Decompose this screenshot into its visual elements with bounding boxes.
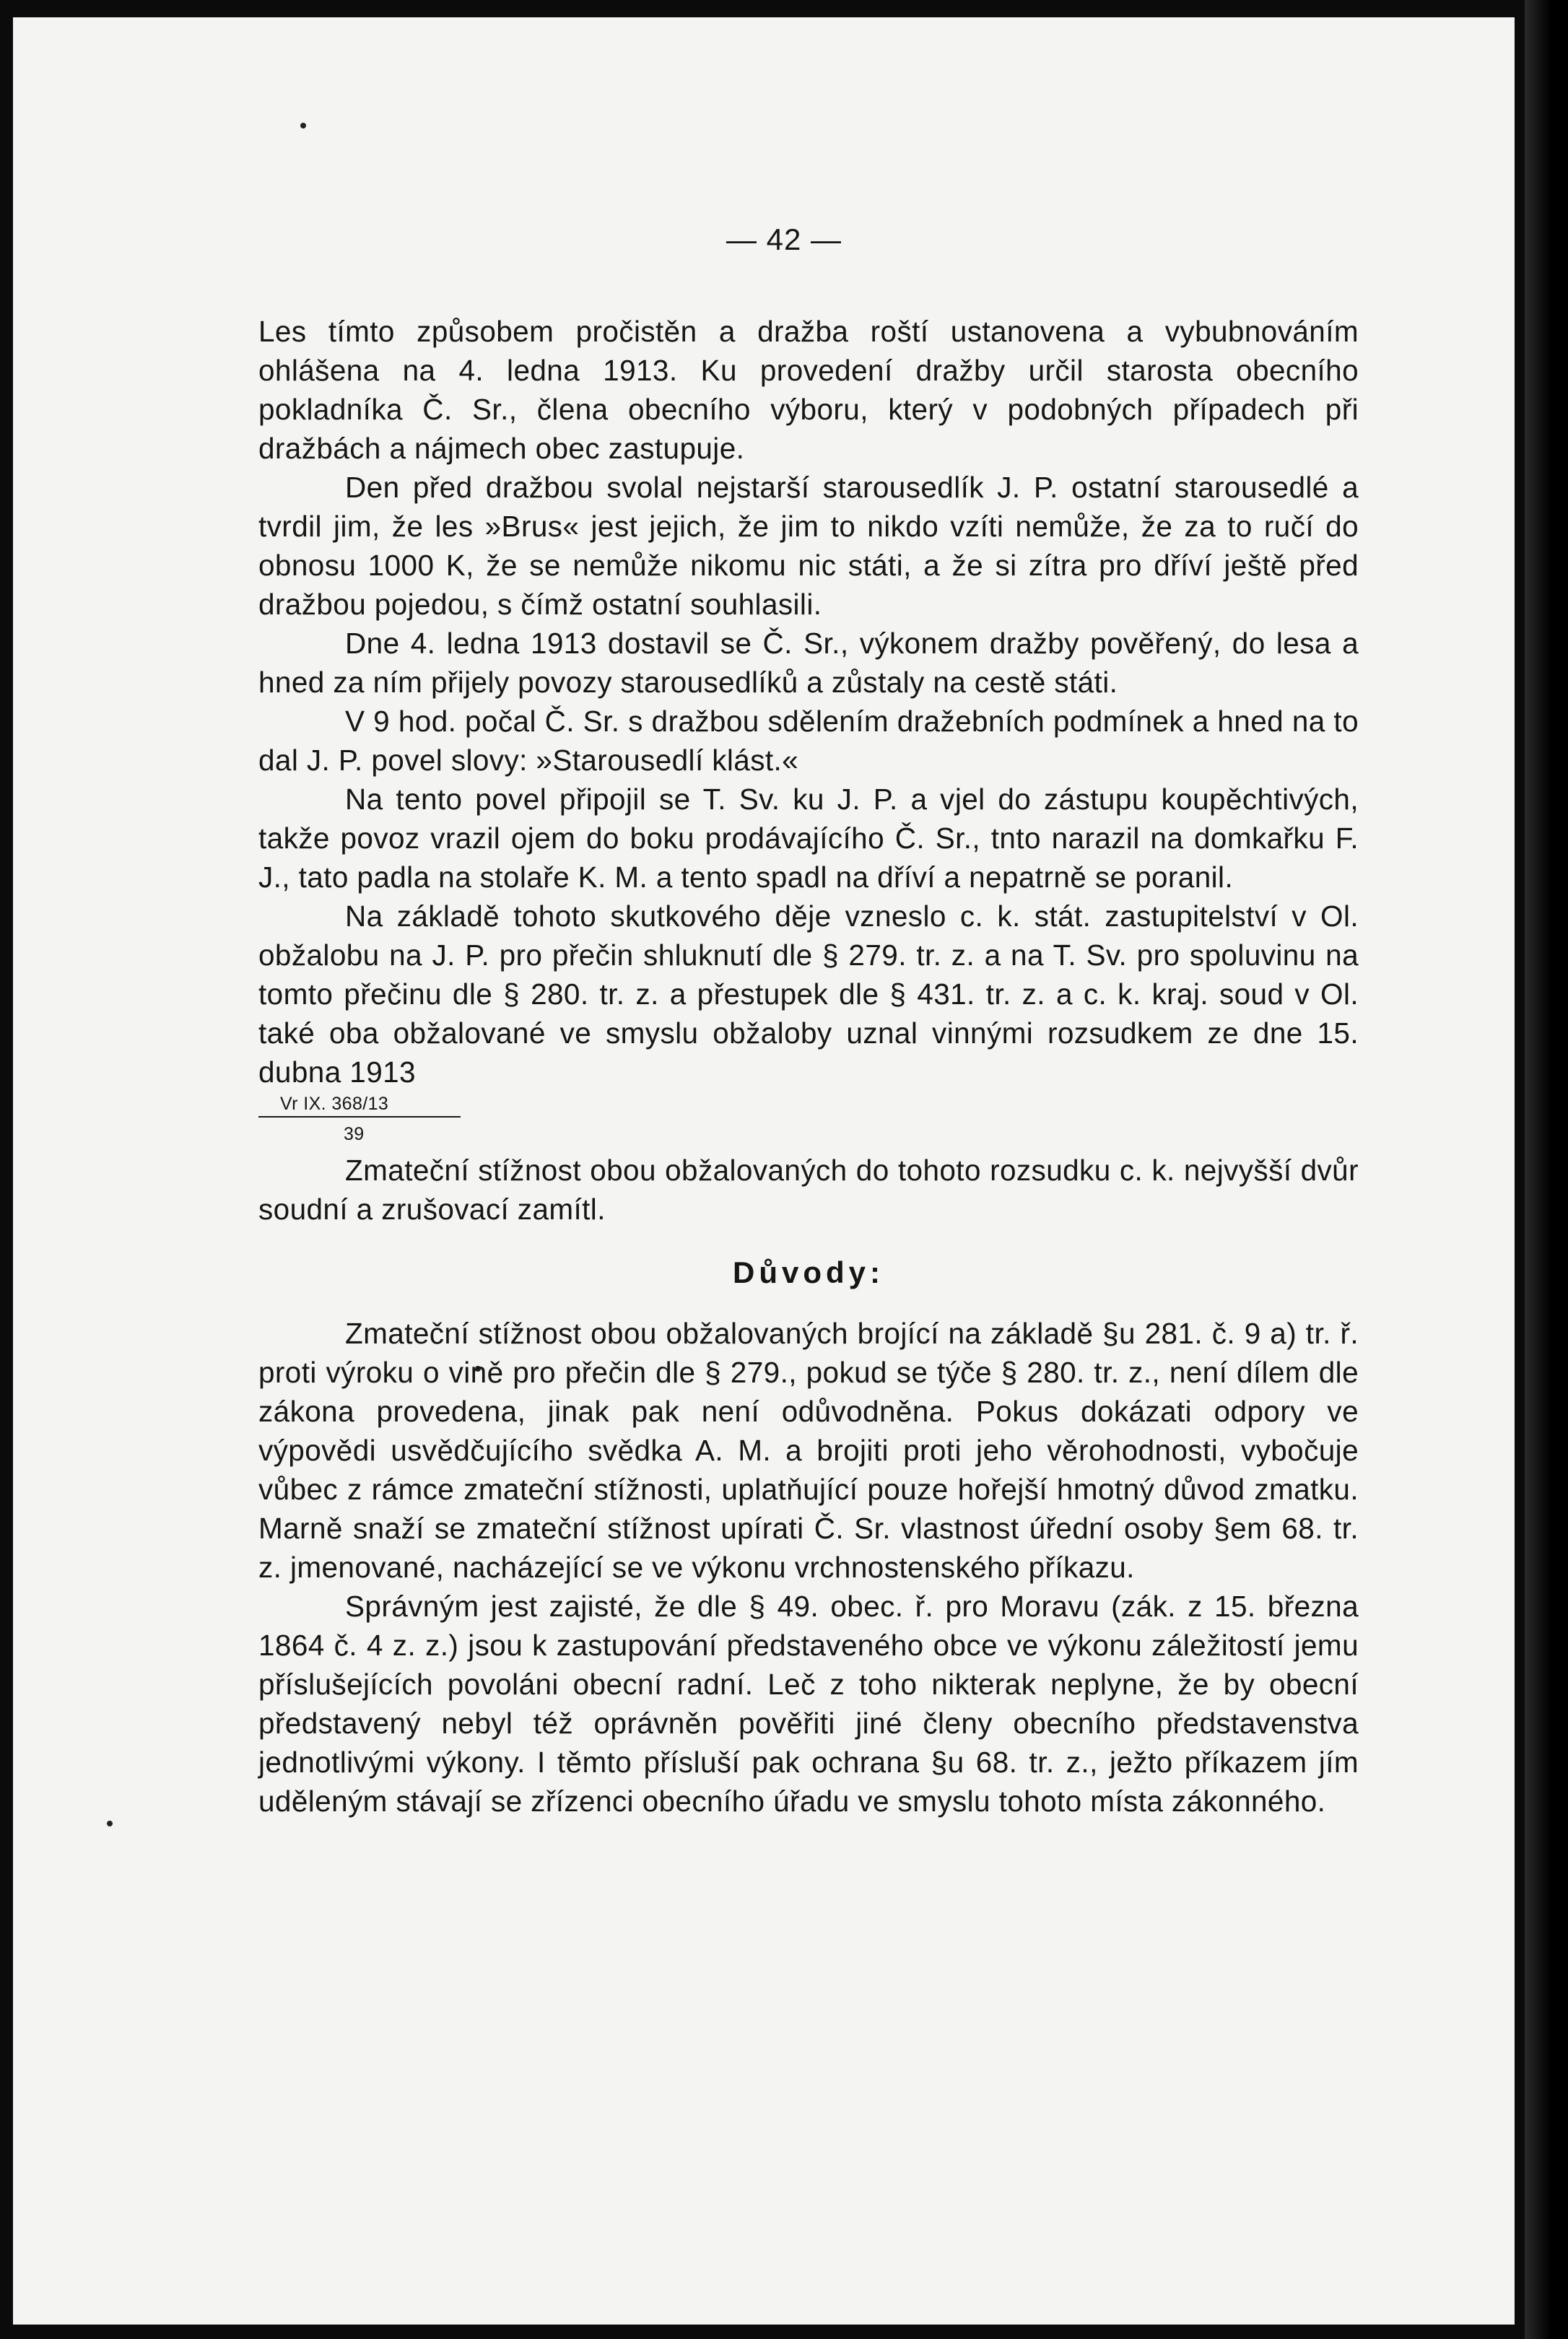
section-heading: Důvody: [733, 1255, 884, 1289]
case-reference-denominator: 39 [344, 1124, 365, 1144]
paragraph: Zmateční stížnost obou obžalovaných brojící na základě §u 281. č. 9 a) tr. ř. proti výroku o vině pro přečin dle § 279., pokud se týče § 280. tr. z., není dílem dle zákona provedena, jinak pak není odůvodněna. Pokus dokázati odpory ve výpovědi usvědčujícího svědka A. M. a brojiti proti jeho věrohodnosti, vybočuje vůbec z rámce zmateční stížnosti, uplatňující pouze hořejší hmotný důvod zmatku. Marně snaží se zmateční stížnost upírati Č. Sr. vlastnost úřední osoby §em 68. tr. z. jmenované, nacházející se ve výkonu vrchnostenského příkazu. [258, 1317, 1359, 1584]
paragraph: Na základě tohoto skutkového děje vzneslo c. k. stát. zastupitelství v Ol. obžalobu na J. P. pro přečin shluknutí dle § 279. tr. z. a na T. Sv. pro spoluvinu na tomto přečinu dle § 280. tr. z. a přestupek dle § 431. tr. z. a c. k. kraj. soud v Ol. také oba obžalované ve smyslu obžaloby uznal vinnými rozsudkem ze dne 15. dubna 1913 [258, 900, 1359, 1089]
paragraph: Na tento povel připojil se T. Sv. ku J. P. a vjel do zástupu koupěchtivých, takže povoz vrazil ojem do boku prodávajícího Č. Sr., tnto narazil na domkařku F. J., tato padla na stolaře K. M. a tento spadl na dříví a nepatrně se poranil. [258, 783, 1359, 894]
scan-right-border [1525, 0, 1568, 2339]
paragraph: Zmateční stížnost obou obžalovaných do tohoto rozsudku c. k. nejvyšší dvůr soudní a zrušovací zamítl. [258, 1154, 1359, 1226]
case-reference-number: Vr IX. 368/13 [258, 1093, 461, 1118]
paragraph: Dne 4. ledna 1913 dostavil se Č. Sr., výkonem dražby pověřený, do lesa a hned za ním přijely povozy starousedlíků a zůstaly na cestě státi. [258, 627, 1359, 699]
scan-top-border [0, 0, 1568, 17]
page-number: — 42 — [726, 222, 842, 256]
scan-speck [300, 123, 306, 129]
paragraph: V 9 hod. počal Č. Sr. s dražbou sdělením dražebních podmínek a hned na to dal J. P. povel slovy: »Starousedlí klást.« [258, 705, 1359, 777]
document-body [258, 312, 1359, 1821]
paragraph: Den před dražbou svolal nejstarší starousedlík J. P. ostatní starousedlé a tvrdil jim, že les »Brus« jest jejich, že jim to nikdo vzíti nemůže, že za to ručí do obnosu 1000 K, že se nemůže nikomu nic státi, a že si zítra pro dříví ještě před dražbou pojedou, s čímž ostatní souhlasili. [258, 471, 1359, 621]
paragraph: Správným jest zajisté, že dle § 49. obec. ř. pro Moravu (zák. z 15. března 1864 č. 4 z. z.) jsou k zastupování představeného obce ve výkonu záležitostí jemu příslušejících povoláni obecní radní. Leč z toho nikterak neplyne, že by obecní představený nebyl též oprávněn pověřiti jiné členy obecního představenstva jednotlivými výkony. I těmto přísluší pak ochrana §u 68. tr. z., ježto příkazem jím uděleným stávají se zřízenci obecního úřadu ve smyslu tohoto místa zákonného. [258, 1590, 1359, 1818]
scan-speck [107, 1821, 113, 1826]
case-reference [258, 1093, 1359, 1146]
paragraph: Les tímto způsobem pročistěn a dražba roští ustanovena a vybubnováním ohlášena na 4. ledna 1913. Ku provedení dražby určil starosta obecního pokladníka Č. Sr., člena obecního výboru, který v podobných případech při dražbách a nájmech obec zastupuje. [258, 315, 1359, 465]
